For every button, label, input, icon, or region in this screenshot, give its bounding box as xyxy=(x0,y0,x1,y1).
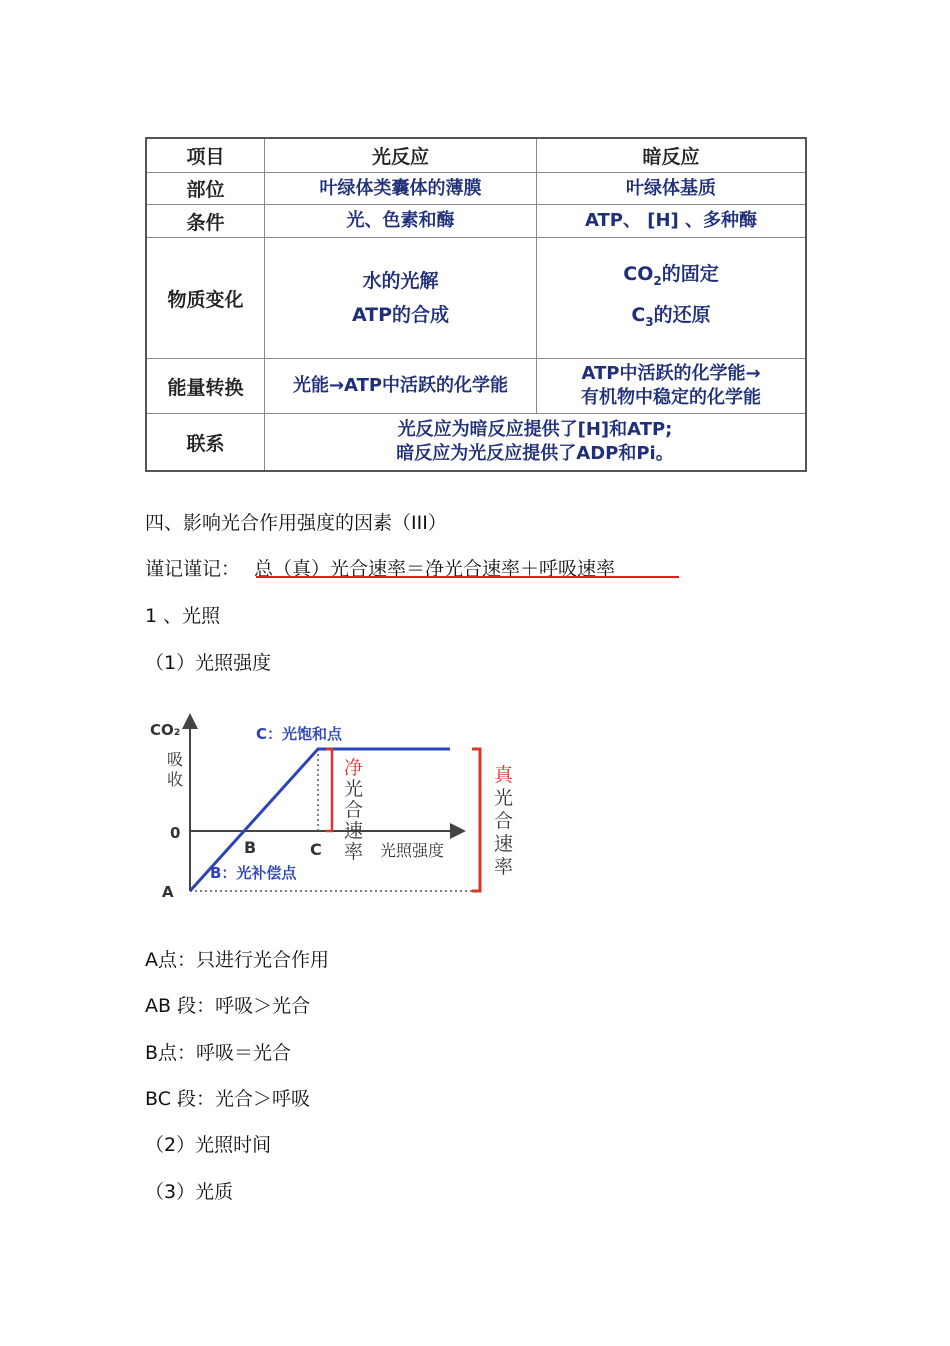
table-row xyxy=(147,172,805,204)
light-line-2: ATP的合成 xyxy=(351,304,450,326)
table-header-row xyxy=(147,139,805,172)
dark-cell: ATP、 [H] 、多种酶 xyxy=(584,210,758,231)
reduction-text: 的还原 xyxy=(653,304,711,326)
net-rate-char-5: 率 xyxy=(344,841,364,863)
table-row xyxy=(147,358,805,413)
c3-text: C xyxy=(631,304,646,326)
light-intensity-chart xyxy=(140,705,530,915)
note-bc: BC 段：光合＞呼吸 xyxy=(145,1088,311,1110)
net-rate-char-4: 速 xyxy=(344,820,364,842)
light-cell: 光、色素和酶 xyxy=(265,205,537,237)
row-label: 条件 xyxy=(147,205,265,237)
table-row xyxy=(147,237,805,358)
note-ab: AB 段：呼吸＞光合 xyxy=(145,995,311,1017)
true-rate-char-2: 光 xyxy=(494,787,514,809)
section-title: 四、影响光合作用强度的因素（III） xyxy=(145,512,447,534)
y-label-absorb-2: 收 xyxy=(167,770,184,789)
light-cell xyxy=(265,238,537,358)
zero-label: 0 xyxy=(170,824,181,842)
net-rate-char-1: 净 xyxy=(344,757,364,779)
row-label: 部位 xyxy=(147,173,265,204)
co2-subscript: 2 xyxy=(653,274,662,288)
true-rate-bracket xyxy=(472,749,480,891)
b-annotation: B：光补偿点 xyxy=(210,864,297,882)
header-dark: 暗反应 xyxy=(642,146,700,168)
dark-line-2: 有机物中稳定的化学能 xyxy=(581,387,761,408)
formula-underline xyxy=(256,576,679,578)
relation-line-2: 暗反应为光反应提供了ADP和Pi。 xyxy=(396,443,674,464)
light-line-1: 水的光解 xyxy=(362,270,439,292)
header-light: 光反应 xyxy=(265,139,537,172)
table-row xyxy=(147,413,805,470)
row-label: 能量转换 xyxy=(147,359,265,413)
point-a-label: A xyxy=(162,883,174,901)
dark-cell xyxy=(537,359,805,413)
row-label: 物质变化 xyxy=(147,238,265,358)
fixation-text: 的固定 xyxy=(661,263,719,286)
table-row xyxy=(147,204,805,237)
y-label-co2: CO₂ xyxy=(150,721,181,739)
co2-text: CO xyxy=(623,263,654,286)
light-cell: 光能→ATP中活跃的化学能 xyxy=(265,359,537,413)
light-cell: 叶绿体类囊体的薄膜 xyxy=(265,173,537,204)
dark-line-1: ATP中活跃的化学能→ xyxy=(581,363,761,384)
net-rate-bracket xyxy=(326,749,332,831)
relation-line-1: 光反应为暗反应提供了[H]和ATP; xyxy=(397,419,673,440)
true-rate-char-4: 速 xyxy=(494,833,514,855)
x-axis-label: 光照强度 xyxy=(380,841,445,860)
sub-light-duration: （2）光照时间 xyxy=(145,1134,272,1156)
sub-light-intensity: （1）光照强度 xyxy=(145,652,272,674)
net-rate-char-2: 光 xyxy=(344,778,364,800)
header-item: 项目 xyxy=(147,139,265,172)
true-rate-char-1: 真 xyxy=(494,764,514,786)
dark-line-2 xyxy=(631,298,710,339)
remember-label: 谨记谨记： xyxy=(145,558,241,580)
dark-line-1 xyxy=(623,257,718,298)
remember-formula: 总（真）光合速率＝净光合速率＋呼吸速率 xyxy=(254,558,616,580)
c3-subscript: 3 xyxy=(645,314,654,329)
row-label: 联系 xyxy=(147,414,265,470)
net-rate-char-3: 合 xyxy=(344,799,364,821)
true-rate-char-5: 率 xyxy=(494,856,514,878)
y-label-absorb-1: 吸 xyxy=(167,750,184,769)
c-annotation: C：光饱和点 xyxy=(256,725,343,743)
note-a: A点：只进行光合作用 xyxy=(145,949,329,971)
point-b-label: B xyxy=(244,838,257,857)
item-light: 1 、光照 xyxy=(145,605,221,627)
sub-light-quality: （3）光质 xyxy=(145,1181,234,1203)
dark-cell xyxy=(537,238,805,358)
relation-cell xyxy=(265,414,805,470)
true-rate-char-3: 合 xyxy=(494,810,514,832)
comparison-table xyxy=(145,137,807,472)
dark-cell: 叶绿体基质 xyxy=(626,177,716,199)
point-c-label: C xyxy=(310,840,322,859)
note-b: B点：呼吸＝光合 xyxy=(145,1042,292,1064)
